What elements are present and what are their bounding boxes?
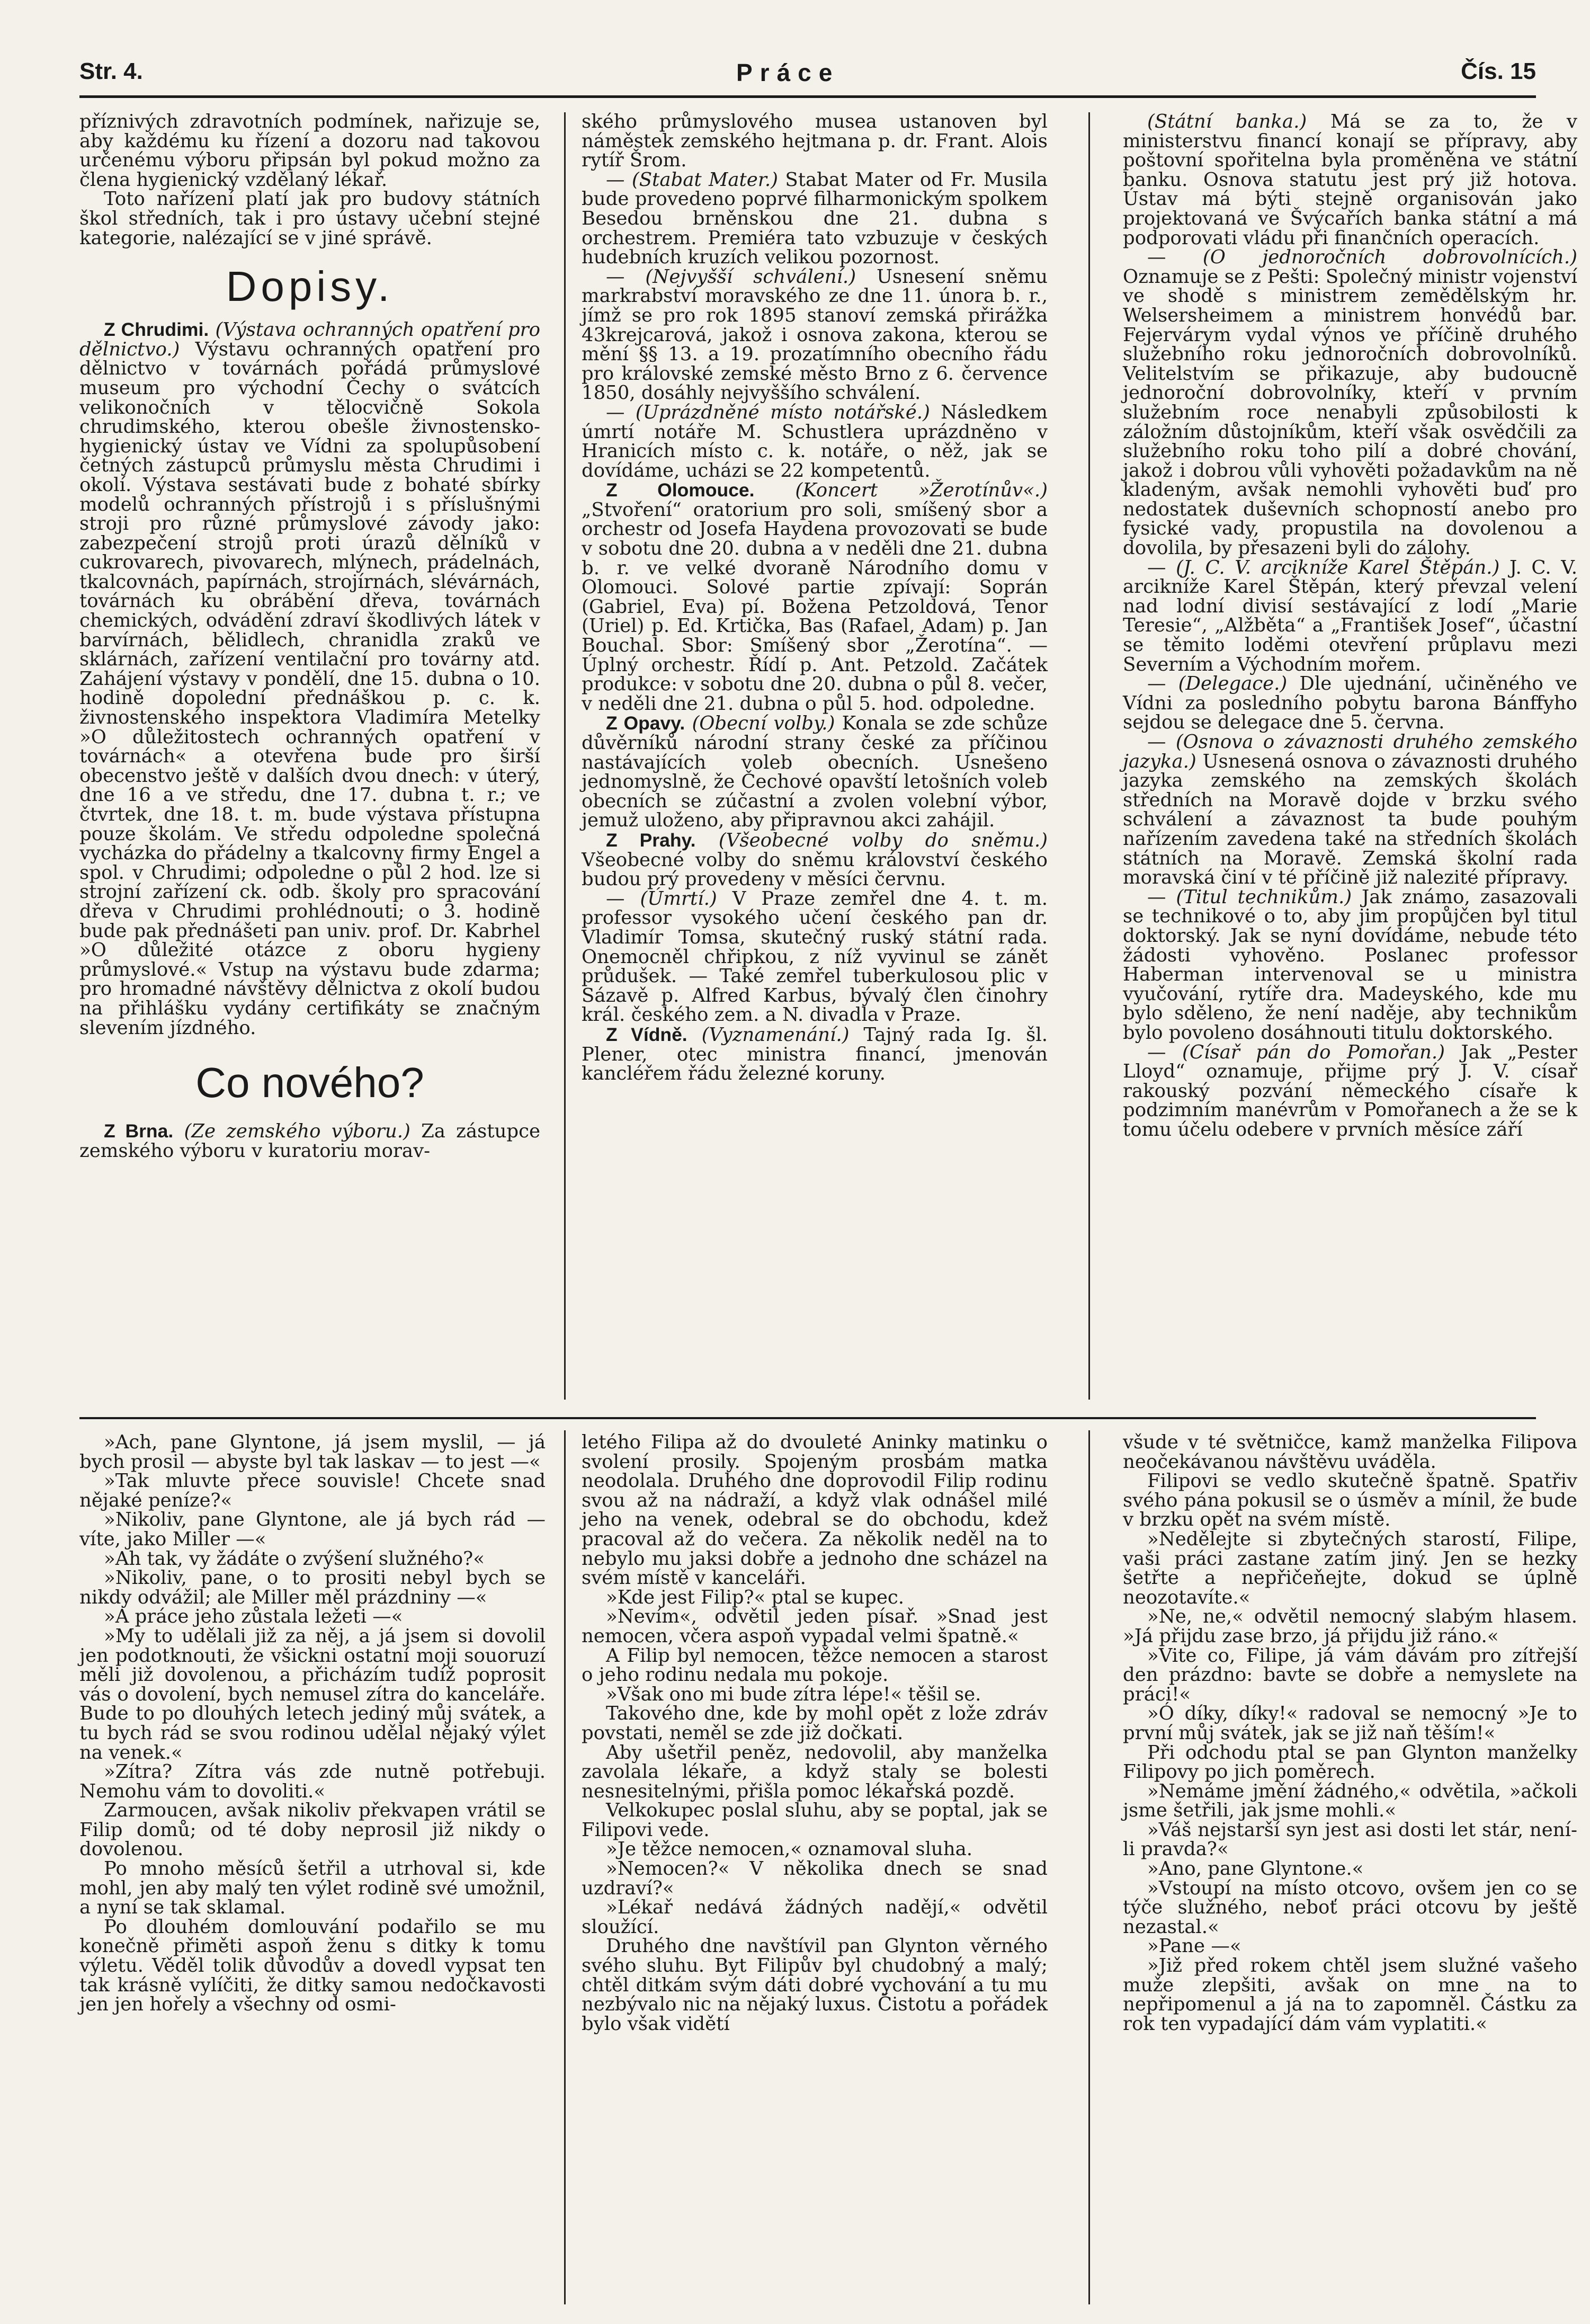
article-text: Usnesení sněmu markrabství moravského ze dne 11. února b. r., jímž se pro rok 1895 stanoví zemská přirážka 43krejcarová, jakož i osnova zakona, kterou se mění §§ 13. a 19. prozatímního obecního řádu pro královské zemské město Brno z 6. července 1850, dosáhly nejvyššího schválení.	[582, 265, 1048, 404]
article-text: „Stvoření“ oratorium pro soli, smíšený sbor a orchestr od Josefa Haydena provozovati se bude v sobotu dne 20. dubna a v neděli dne 21. dubna b. r. ve velké dvoraně Národního domu v Olomouci. Solové partie zpívají: Soprán (Gabriel, Eva) pí. Božena Petzoldová, Tenor (Uriel) p. Ed. Krtička, Bas (Rafael, Adam) p. Jan Bouchal. Sbor: Smíšený sbor „Žerotína“. — Úplný orchestr. Řídí p. Ant. Petzold. Začátek produkce: v sobotu dne 20. dubna o půl 8. večer, v neděli dne 21. dubna o půl 5. hod. odpoledne.	[582, 498, 1048, 715]
article-paragraph: Toto nařízení platí jak pro budovy státních škol středních, tak i pro ústavy učební stejné kategorie, nalézající se v jiné správě.	[79, 188, 540, 249]
story-paragraph: »Tak mluvte přece souvisle! Chcete snad nějaké peníze?«	[79, 1470, 546, 1511]
story-paragraph: »Nedělejte si zbytečných starostí, Filipe, vaši práci zastane zatím jiný. Jen se hezky šetřte a nepřičeňejte, dokud se úplně neozotavíte.«	[1123, 1528, 1577, 1608]
article-title: (Delegace.)	[1178, 673, 1288, 695]
article-text: Usnesená osnova o závaznosti druhého jazyka zemského na zemských školách středních na Moravě dojde v brzku svého schválení a závaznost ta bude pouhým nařízením zavedena také na středních školách státních na Moravě. Zemská školní rada moravská činí v té příčině již nalezité přípravy.	[1123, 750, 1577, 889]
issue-number: Čís. 15	[1461, 58, 1536, 84]
story-paragraph: Takového dne, kde by mohl opět z lože zdráv povstati, neměl se zde již dočkati.	[582, 1703, 1048, 1744]
article-text: J. C. V. arcikníže Karel Štěpán, který převzal velení nad lodní divisí sestávající z lodí „Marie Teresie“, „Alžběta“ a „František Josef“, účastní se těmito loděmi otevření průplavu mezi Severním a Východním mořem.	[1123, 556, 1577, 675]
article-title: (Úmrtí.)	[640, 887, 717, 910]
article-title: (Koncert »Žerotínův«.)	[795, 479, 1048, 502]
story-paragraph: »My to udělali již za něj, a já jsem si dovolil jen podotknouti, že všickni ostatní moji souoruzí měli již dovolenou, a přicházím tudíž poprosit vás o dovolení, bych nemusel zítra do kanceláře. Bude to po dlouhých letech jediný můj svátek, a tu bych rád se svou rodinou udělal nějaký výlet na venek.«	[79, 1625, 546, 1764]
section-heading-co-noveho: Co nového?	[195, 1059, 424, 1107]
story-paragraph: všude v té světničce, kamž manželka Filipova neočekávanou návštěvu uváděla.	[1123, 1431, 1577, 1473]
article-olomouc	[582, 480, 1048, 714]
article-title: (Státní banka.)	[1147, 111, 1307, 132]
story-paragraph: Při odchodu ptal se pan Glynton manželky Filipovy po jich poměrech.	[1123, 1741, 1577, 1783]
article-text: Stabat Mater od Fr. Musila bude provedeno poprvé filharmonickým spolkem Besedou brněnskou dne 21. dubna s orchestrem. Premiéra tato vzbuzuje v českých hudebních kruzích velikou pozornost.	[582, 168, 1048, 269]
header-rule	[79, 95, 1536, 98]
feuilleton-column-2	[582, 1433, 1048, 2034]
story-paragraph: »Lékař nedává žádných nadějí,« odvětil sloužící.	[582, 1896, 1048, 1938]
page-header	[79, 58, 1536, 101]
article-title: (Vyznamenání.)	[701, 1023, 850, 1046]
dateline: Z Opavy.	[606, 713, 685, 734]
story-paragraph: »Již před rokem chtěl jsem služné vašeho muže zlepšiti, avšak on mne na to nepřipomenul a já na to zapomněl. Částku za rok ten vypadající dám vám vyplatiti.«	[1123, 1955, 1577, 2035]
article-text: Všeobecné volby do sněmu království českého budou prý provedeny v měsíci červnu.	[582, 849, 1048, 891]
article-paragraph: — (Titul technikům.) Jak známo, zasazovali se technikové o to, aby jim propůjčen byl titul doktorský. Jak se nyní dovídáme, nebude této žádosti vyhověno. Poslanec professor Haberman intervenoval se u ministra vyučování, rytíře dra. Madeyského, kde mu bylo sděleno, že není naděje, aby technikům bylo povoleno dosáhnouti titulu doktorského.	[1123, 886, 1577, 1044]
story-paragraph: »Vite co, Filipe, já vám dávám pro zítřejší den prázdno: bavte se dobře a nemyslete na práci!«	[1123, 1644, 1577, 1705]
article-paragraph: — (Stabat Mater.) Stabat Mater od Fr. Musila bude provedeno poprvé filharmonickým spolkem Besedou brněnskou dne 21. dubna s orchestrem. Premiéra tato vzbuzuje v českých hudebních kruzích velikou pozornost.	[582, 168, 1048, 269]
article-title: (O jednoročních dobrovolnících.)	[1202, 246, 1577, 269]
article-paragraph: — (Nejvyšší schválení.) Usnesení sněmu markrabství moravského ze dne 11. února b. r., jímž se pro rok 1895 stanoví zemská přirážka 43krejcarová, jakož i osnova zakona, kterou se mění §§ 13. a 19. prozatímního obecního řádu pro královské zemské město Brno z 6. července 1850, dosáhly nejvyššího schválení.	[582, 265, 1048, 404]
article-paragraph: — (Osnova o závaznosti druhého zemského jazyka.) Usnesená osnova o závaznosti druhého jazyka zemského na zemských školách středních na Moravě dojde v brzku svého schválení a závaznost ta bude pouhým nařízením zavedena také na středních školách státních na Moravě. Zemská školní rada moravská činí v té příčině již nalezité přípravy.	[1123, 731, 1577, 889]
story-paragraph: »Ano, pane Glyntone.«	[1147, 1858, 1364, 1880]
article-title: (Výstava ochranných opatření pro dělnictvo.)	[79, 319, 540, 360]
story-paragraph: »Nevím«, odvětil jeden písař. »Snad jest nemocen, včera aspoň vypadal velmi špatně.«	[582, 1606, 1048, 1647]
article-chrudim	[79, 320, 540, 1038]
story-paragraph: Aby ušetřil peněz, nedovolil, aby manželka zavolala lékaře, a když staly se bolesti nesnesitelnými, přišla pomoc lékařská pozdě.	[582, 1741, 1048, 1802]
article-title: (J. C. V. arcikníže Karel Štěpán.)	[1176, 556, 1500, 578]
story-paragraph: »Však ono mi bude zítra lépe!« těšil se.	[606, 1683, 981, 1705]
article-text: Jak „Pester Lloyd“ oznamuje, přijme prý J. V. císař rakouský pozvání německého císaře k podzimním manévrům v Pomořanech a že se k tomu účelu odebere v prvních měsíce září	[1123, 1041, 1577, 1141]
story-paragraph: »A práce jeho zůstala ležeti —«	[104, 1606, 403, 1628]
story-paragraph: »Kde jest Filip?« ptal se kupec.	[606, 1586, 905, 1608]
article-paragraph: — (J. C. V. arcikníže Karel Štěpán.) J. C. V. arcikníže Karel Štěpán, který převzal velení nad lodní divisí sestávající z lodí „Marie Teresie“, „Alžběta“ a „František Josef“, účastní se těmito loděmi otevření průplavu mezi Severním a Východním mořem.	[1123, 556, 1577, 675]
story-paragraph: »Váš nejstarší syn jest asi dosti let stár, není-li pravda?«	[1123, 1819, 1577, 1860]
article-title: (Titul technikům.)	[1176, 886, 1352, 908]
column-divider	[564, 112, 566, 1400]
article-text: Jak známo, zasazovali se technikové o to, aby jim propůjčen byl titul doktorský. Jak se nyní dovídáme, nebude této žádosti vyhověno. Poslanec professor Haberman intervenoval se u ministra vyučování, rytíře dra. Madeyského, kde mu bylo sděleno, že není naděje, aby technikům bylo povoleno dosáhnouti titulu doktorského.	[1123, 886, 1577, 1044]
dateline: Z Prahy.	[606, 829, 696, 851]
article-title: (Ze zemského výboru.)	[184, 1120, 410, 1143]
story-paragraph: Po dlouhém domlouvání podařilo se mu konečně přiměti aspoň ženu s ditky k tomu výletu. Věděl tolik důvodův a dovedl vypsat ten tak krásně vylíčiti, že ditky samou nedočkavosti jen jen hořely a všechny od osmi-	[79, 1916, 546, 2016]
article-text: V Praze zemřel dne 4. t. m. professor vysokého učení českého pan dr. Vladimír Tomsa, skutečný ruský státní rada. Onemocněl chřipkou, z níž vyvinul se zánět průdušek. — Také zemřel tuberkulosou plic v Sázavě p. Alfred Karbus, bývalý člen činohry král. českého zem. a N. divadla v Praze.	[582, 887, 1048, 1026]
story-paragraph: »Ah tak, vy žádáte o zvýšení služného?«	[104, 1547, 485, 1570]
article-paragraph: — (Úmrtí.) V Praze zemřel dne 4. t. m. professor vysokého učení českého pan dr. Vladimír Tomsa, skutečný ruský státní rada. Onemocněl chřipkou, z níž vyvinul se zánět průdušek. — Také zemřel tuberkulosou plic v Sázavě p. Alfred Karbus, bývalý člen činohry král. českého zem. a N. divadla v Praze.	[582, 887, 1048, 1026]
article-paragraph	[1123, 112, 1577, 248]
story-paragraph: Zarmoucen, avšak nikoliv překvapen vrátil se Filip domů; od té doby neprosil již nikdy o dovolenou.	[79, 1800, 546, 1860]
dateline: Z Brna.	[104, 1120, 174, 1142]
column-3	[1123, 112, 1577, 1139]
story-paragraph: »Nemáme jmění žádného,« odvětila, »ačkoli jsme šetřili, jak jsme mohli.«	[1123, 1780, 1577, 1822]
article-text: Následkem úmrtí notáře M. Schustlera uprázdněno v Hranicích místo c. k. notáře, o něž, jak se dovídáme, ucházi se 22 kompetentů.	[582, 401, 1048, 482]
article-opava	[582, 714, 1048, 831]
column-1	[79, 112, 540, 1161]
column-2	[582, 112, 1048, 1084]
column-divider	[1088, 1430, 1090, 2304]
story-paragraph: Po mnoho měsíců šetřil a utrhoval si, kde mohl, jen aby malý ten výlet rodině své umožnil, a nyní se tak sklamal.	[79, 1858, 546, 1919]
article-viden	[582, 1025, 1048, 1084]
article-paragraph: — (Uprázdněné místo notářské.) Následkem úmrtí notáře M. Schustlera uprázdněno v Hranicích místo c. k. notáře, o něž, jak se dovídáme, ucházi se 22 kompetentů.	[582, 401, 1048, 482]
article-paragraph: — (Delegace.) Dle ujednání, učiněného ve Vídni za posledního pobytu barona Bánffyho sejdou se delegace dne 5. června.	[1123, 673, 1577, 734]
article-title: (Osnova o závaznosti druhého zemského jazyka.)	[1123, 731, 1577, 772]
article-paragraph: příznivých zdravotních podmínek, nařizuje se, aby každému ku řízení a dozoru nad takovou určenému výboru připsán byl pokud možno za člena hygienický vzdělaný lékař.	[79, 111, 540, 191]
story-paragraph: »Ach, pane Glyntone, já jsem myslil, — já bych prosil — abyste byl tak laskav — to jest —«	[79, 1431, 546, 1473]
article-title: (Obecní volby.)	[692, 713, 835, 735]
story-paragraph: A Filip byl nemocen, těžce nemocen a starost o jeho rodinu nedala mu pokoje.	[582, 1644, 1048, 1686]
story-paragraph: letého Filipa až do dvouleté Aninky matinku o svolení prosily. Spojeným prosbám matka neodolala. Druhého dne doprovodil Filip rodinu svou až na nádraží, a když vlak odnášel milé jeho na venek, odebral se do obchodu, kdež pracoval až do večera. Za několik neděl na to nebylo mu jaksi dobře a jednoho dne scházel na svém místě v kanceláři.	[582, 1431, 1048, 1589]
article-title: (Císař pán do Pomořan.)	[1182, 1041, 1445, 1063]
column-divider	[564, 1430, 566, 2304]
feuilleton-column-3	[1123, 1433, 1577, 2034]
feuilleton-divider	[79, 1417, 1536, 1419]
newspaper-title: Práce	[736, 59, 840, 86]
story-paragraph: »Nemocen?« V několika dnech se snad uzdraví?«	[582, 1858, 1048, 1899]
story-paragraph: »Je těžce nemocen,« oznamoval sluha.	[606, 1838, 973, 1860]
story-paragraph: »Nikoliv, pane Glyntone, ale já bych rád — víte, jako Miller —«	[79, 1509, 546, 1550]
article-text: Konala se zde schůze důvěrníků národní strany české za příčinou nastávajících voleb obecních. Usnešeno jednomyslně, že Čechové opavští letošních voleb obecních se zúčastní a zvolen volební výbor, jemuž uloženo, aby připravnou akci zahájil.	[582, 713, 1048, 832]
story-paragraph: »Vstoupí na místo otcovo, ovšem jen co se týče služného, neboť práci otcovu by ještě nezastal.«	[1123, 1877, 1577, 1938]
feuilleton-column-1	[79, 1433, 546, 2015]
story-paragraph: Velkokupec poslal sluhu, aby se poptal, jak se Filipovi vede.	[582, 1800, 1048, 1841]
story-paragraph: Filipovi se vedlo skutečně špatně. Spatřiv svého pána pokusil se o úsměv a mínil, že bude v brzku opět na svém místě.	[1123, 1470, 1577, 1531]
article-paragraph: ského průmyslového musea ustanoven byl náměstek zemského hejtmana p. dr. Frant. Alois rytíř Šrom.	[582, 111, 1048, 172]
dateline: Z Olomouce.	[606, 479, 755, 501]
story-paragraph: »Pane —«	[1147, 1935, 1241, 1957]
article-text: Tajný rada Ig. šl. Plener, otec ministra financí, jmenován kancléřem řádu železné koruny.	[582, 1023, 1048, 1085]
story-paragraph: »Zítra? Zítra vás zde nutně potřebuji. Nemohu vám to dovoliti.«	[79, 1761, 546, 1802]
article-title: (Stabat Mater.)	[631, 168, 779, 191]
page-number: Str. 4.	[79, 58, 143, 84]
article-paragraph: — (Císař pán do Pomořan.) Jak „Pester Lloyd“ oznamuje, přijme prý J. V. císař rakouský pozvání německého císaře k podzimním manévrům v Pomořanech a že se k tomu účelu odebere v prvních měsíce září	[1123, 1041, 1577, 1141]
dateline: Z Chrudimi.	[104, 319, 209, 341]
article-paragraph: — (O jednoročních dobrovolnících.) Oznamuje se z Pešti: Společný ministr vojenství ve shodě s ministrem zemědělským hr. Welsersheimem a ministrem honvédů bar. Fejervárym vydal výnos ve příčině druhého služebního roku jednoročních dobrovolníků. Velitelstvím se přikazuje, aby budoucně jednoroční dobrovolníky, kteří v prvním služebním roce nenabyli způsobilosti k záložním důstojníkům, kteří však osvědčili za služebního roku toho pilí a dobré chování, jakož i dobrou vůli vyhověti požadavkům na ně kladeným, avšak nemohli vyhověti buď pro nedostatek duševních schopností anebo pro fysické vady, propustila na dovolenou a dovolila, by přesazeni byli do zálohy.	[1123, 246, 1577, 559]
story-paragraph: »Ó díky, díky!« radoval se nemocný »Je to první můj svátek, jak se již naň těším!«	[1123, 1703, 1577, 1744]
article-text: Za zástupce zemského výboru v kuratoriu morav-	[79, 1120, 540, 1162]
story-paragraph: Druhého dne navštívil pan Glynton věrného svého sluhu. Byt Filipův byl chudobný a malý; chtěl ditkám svým dáti dobré vychování a tu mu nezbývalo nic na nějaký luxus. Čistotu a pořádek bylo však vidětí	[582, 1935, 1048, 2035]
article-text: Dle ujednání, učiněného ve Vídni za posledního pobytu barona Bánffyho sejdou se delegace dne 5. června.	[1123, 673, 1577, 734]
column-divider	[1088, 112, 1090, 1400]
dateline: Z Vídně.	[606, 1023, 687, 1045]
article-praha	[582, 831, 1048, 889]
article-title: (Uprázdněné místo notářské.)	[635, 401, 930, 423]
article-title: (Všeobecné volby do sněmu.)	[718, 829, 1048, 851]
article-text: Výstavu ochranných opatření pro dělnictvo v továrnách pořádá průmyslové museum pro východní Čechy o svátcích velikonočních v tělocvičně Sokola chrudimského, kterou obešle živnostensko-hygienický ústav ve Vídni za spolupůsobení četných zástupců průmyslu města Chrudimi i okolí. Výstava sestávati bude z bohaté sbírky modelů ochranných přístrojů i s příslušnými stroji pro různé průmyslové závody jako: zabezpečení strojů proti úrazů dělníků v cukrovarech, pivovarech, mlýnech, prádelnách, tkalcovnách, papírnách, strojírnách, slévárnách, továrnách ku obrábění dřeva, továrnách chemických, odvádění zdraví škodlivých látek v barvírnách, bělidlech, chranidla zraků ve sklárnách, zařízení ventilační pro továrny atd. Zahájení výstavy v pondělí, dne 15. dubna o 10. hodině dopolední přednáškou p. c. k. živnostenského inspektora Vladimíra Metelky »O důležitostech ochranných opatření v továrnách« a otevřena bude pro širší obecenstvo ještě v dalších dvou dnech: v úterý, dne 16 a ve středu, dne 17. dubna t. r.; ve čtvrtek, dne 18. t. m. bude výstava přístupna pouze školám. Ve středu odpoledne společná vycházka do přádelny a tkalcovny firmy Engel a spol. v Chrudimi; odpoledne o půl 2 hod. lze si strojní zařízení ck. odb. školy pro spracování dřeva v Chrudimi prohlédnouti; o 3. hodině bude pak přednášeti pan univ. prof. Dr. Kabrhel »O důležité otázce z oboru hygieny průmyslové.« Vstup na výstavu bude zdarma; pro hromadné návštěvy dělnictva z okolí budou na přihlášku vydány certifikáty se značným slevením jízdného.	[79, 338, 540, 1039]
article-text: Oznamuje se z Pešti: Společný ministr vojenství ve shodě s ministrem zemědělským hr. Welsersheimem a ministrem honvédů bar. Fejervárym vydal výnos ve příčině druhého služebního roku jednoročních dobrovolníků. Velitelstvím se přikazuje, aby budoucně jednoroční dobrovolníky, kteří v prvním služebním roce nenabyli způsobilosti k záložním důstojníkům, kteří však osvědčili za služebního roku toho pilí a dobré chování, jakož i dobrou vůli vyhověti požadavkům na ně kladeným, avšak nemohli vyhověti buď pro nedostatek duševních schopností anebo pro fysické vady, propustila na dovolenou a dovolila, by přesazeni byli do zálohy.	[1123, 265, 1577, 559]
story-paragraph: »Nikoliv, pane, o to prositi nebyl bych se nikdy odvážil; ale Miller měl prázdniny —«	[79, 1567, 546, 1608]
article-title: (Nejvyšší schválení.)	[645, 265, 856, 288]
story-paragraph: »Ne, ne,« odvětil nemocný slabým hlasem. »Já přijdu zase brzo, já přijdu již ráno.«	[1123, 1606, 1577, 1647]
article-brno	[79, 1121, 540, 1161]
section-heading-dopisy: Dopisy.	[226, 263, 394, 310]
article-text: Má se za to, že v ministerstvu financí konají se přípravy, aby poštovní spořitelna byla proměněna ve státní banku. Osnova statutu jest prý již hotova. Ústav má býti stejně organisován jako projektovaná ve Švýcařích banka státní a má podporovati vládu při finančních operacích.	[1123, 111, 1577, 249]
